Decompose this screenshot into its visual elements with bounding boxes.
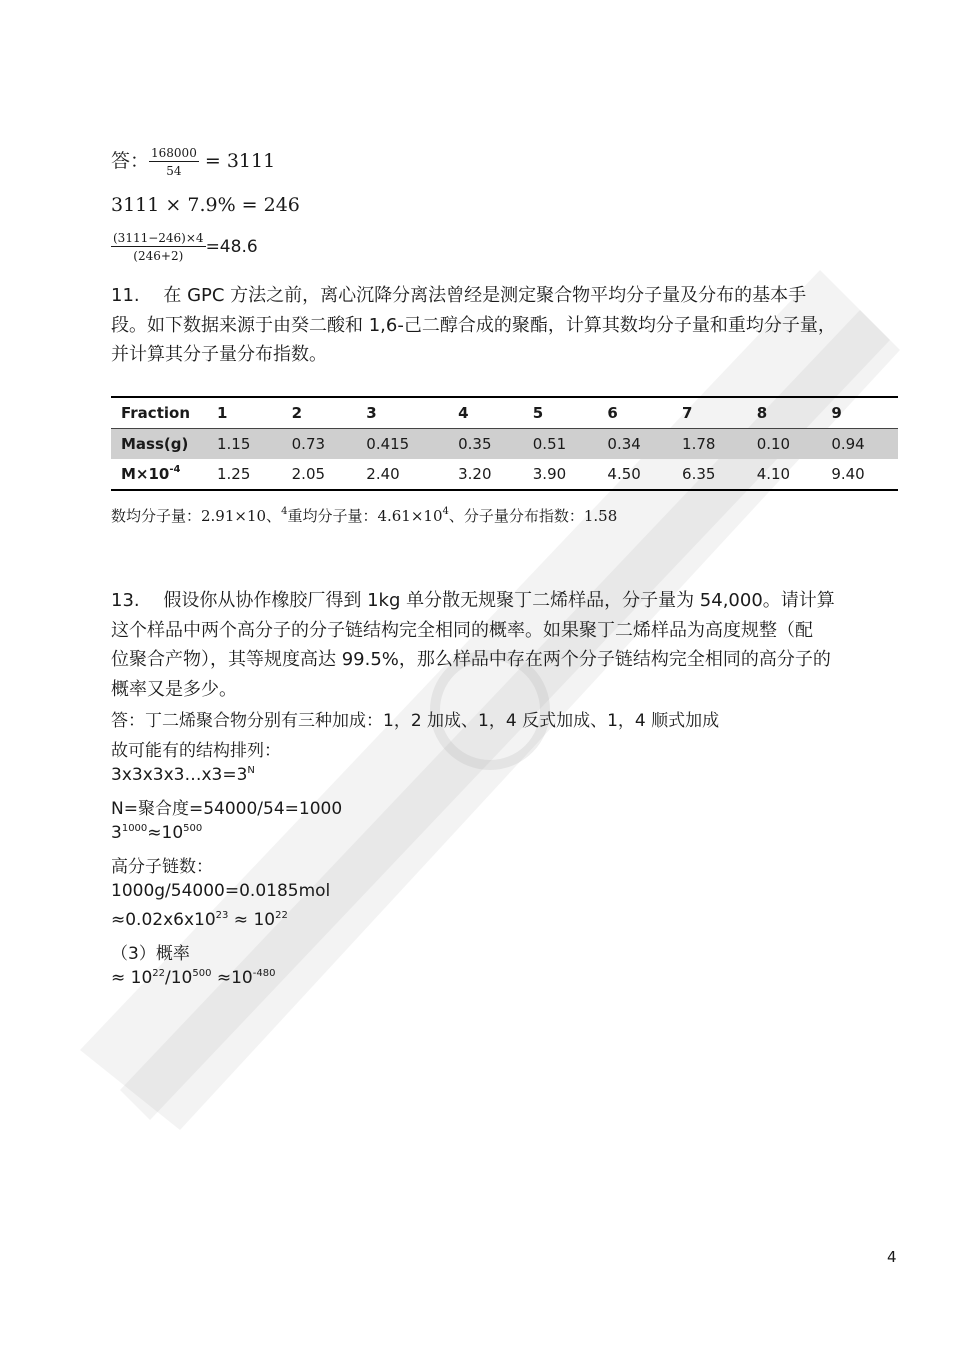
question-13-line-2: 这个样品中两个高分子的分子链结构完全相同的概率。如果聚丁二烯样品为高度规整（配	[111, 619, 813, 641]
table-cell: 0.34	[599, 429, 674, 460]
probability-approx: ≈ 10	[111, 968, 153, 988]
table-cell: 4.50	[599, 459, 674, 490]
question-11	[111, 281, 836, 370]
exponent-500-b: 500	[192, 968, 212, 979]
table-header-cell: 1	[209, 397, 284, 429]
table-header-cell: 6	[599, 397, 674, 429]
exponent-500: 500	[183, 823, 203, 834]
row-label-m-exponent: -4	[169, 464, 181, 475]
exponent-22-b: 22	[152, 968, 166, 979]
table-cell: 4.10	[749, 459, 824, 490]
answer-13-line-6: 高分子链数：	[111, 857, 213, 877]
fraction-denominator: 54	[166, 164, 182, 178]
fraction-2-denominator: (246+2)	[133, 249, 184, 263]
table-header-cell: 7	[674, 397, 749, 429]
page-number: 4	[887, 1248, 897, 1266]
table-row-mass	[111, 429, 898, 460]
question-13-line-1: 13. 假设你从协作橡胶厂得到 1kg 单分散无规聚丁二烯样品，分子量为 54,000。请计算	[111, 590, 835, 611]
table-header-cell: 5	[525, 397, 600, 429]
table-header-cell: 4	[450, 397, 525, 429]
chain-count-expression: ≈0.02x6x10	[111, 910, 216, 930]
question-11-result	[111, 505, 617, 526]
question-11-line-3: 并计算其分子量分布指数。	[111, 344, 327, 365]
approx-10: ≈10	[147, 823, 184, 843]
question-13-line-3: 位聚合产物），其等规度高达 99.5%，那么样品中存在两个分子链结构完全相同的高分子的	[111, 649, 831, 670]
answer-13-line-9: （3）概率	[111, 944, 190, 964]
base-3: 3	[111, 823, 122, 843]
table-cell: 6.35	[674, 459, 749, 490]
row-label-mass: Mass(g)	[111, 429, 209, 460]
table-cell: 9.40	[823, 459, 898, 490]
result-sup-2: 4	[442, 506, 449, 517]
answer-13-line-5	[111, 823, 202, 843]
table-cell: 0.94	[823, 429, 898, 460]
sedimentation-data-table	[111, 396, 898, 491]
table-header-cell: Fraction	[111, 397, 209, 429]
answer-result-2: =48.6	[205, 237, 258, 257]
answer-result: = 3111	[204, 150, 276, 172]
answer-13-line-3	[111, 765, 255, 785]
table-header-cell: 9	[823, 397, 898, 429]
answer-prefix: 答：	[111, 150, 150, 172]
table-cell: 2.05	[284, 459, 359, 490]
fraction-2	[111, 232, 206, 262]
row-label-m-base: M×10	[121, 465, 170, 483]
table-row-molecular-weight	[111, 459, 898, 490]
answer-line-2: 3111 × 7.9% = 246	[111, 194, 300, 216]
table-cell: 3.20	[450, 459, 525, 490]
approx-result: ≈10	[211, 968, 253, 988]
table-cell: 2.40	[358, 459, 450, 490]
table-header-cell: 3	[358, 397, 450, 429]
table-header-cell: 2	[284, 397, 359, 429]
row-label-m	[111, 459, 209, 490]
answer-line-3	[111, 232, 258, 262]
answer-13-line-4: N=聚合度=54000/54=1000	[111, 799, 343, 819]
result-dispersity: 、分子量分布指数：1.58	[448, 507, 618, 525]
answer-13-line-7: 1000g/54000=0.0185mol	[111, 881, 331, 901]
answer-13-line-10	[111, 968, 275, 988]
answer-13-line-1: 答：丁二烯聚合物分别有三种加成：1，2 加成、1，4 反式加成、1，4 顺式加成	[111, 711, 720, 731]
table-cell: 0.51	[525, 429, 600, 460]
table-cell: 0.10	[749, 429, 824, 460]
fraction-2-numerator: (3111−246)×4	[113, 231, 204, 245]
fraction-numerator: 168000	[151, 146, 197, 160]
exponent-22: 22	[275, 910, 288, 921]
exponent-23: 23	[215, 910, 229, 921]
question-13-line-4: 概率又是多少。	[111, 678, 237, 700]
answer-13-line-8	[111, 910, 288, 930]
exponent-minus-480: -480	[252, 968, 276, 979]
fraction-168000-over-54	[149, 147, 199, 177]
table-cell: 1.78	[674, 429, 749, 460]
exponent-n: N	[247, 765, 255, 776]
table-cell: 3.90	[525, 459, 600, 490]
table-cell: 1.15	[209, 429, 284, 460]
table-header-cell: 8	[749, 397, 824, 429]
approx-10-chains: ≈ 10	[228, 910, 276, 930]
divide-10: /10	[165, 968, 193, 988]
result-number-average: 数均分子量：2.91×10、	[111, 507, 282, 525]
result-weight-average: 重均分子量：4.61×10	[287, 507, 443, 525]
exponent-1000: 1000	[121, 823, 148, 834]
answer-13-line-2: 故可能有的结构排列：	[111, 741, 281, 761]
table-header-row	[111, 397, 898, 429]
table-cell: 1.25	[209, 459, 284, 490]
question-11-line-1: 11. 在 GPC 方法之前，离心沉降分离法曾经是测定聚合物平均分子量及分布的基本手	[111, 285, 807, 306]
answer-line-1	[111, 146, 275, 177]
question-11-line-2: 段。如下数据来源于由癸二酸和 1,6-己二醇合成的聚酯，计算其数均分子量和重均分子量，	[111, 314, 836, 336]
table-cell: 0.35	[450, 429, 525, 460]
permutation-expression: 3x3x3x3…x3=3	[111, 765, 248, 785]
question-13	[111, 586, 835, 704]
result-sup-1: 4	[281, 506, 288, 517]
table-cell: 0.73	[284, 429, 359, 460]
table-cell: 0.415	[358, 429, 450, 460]
